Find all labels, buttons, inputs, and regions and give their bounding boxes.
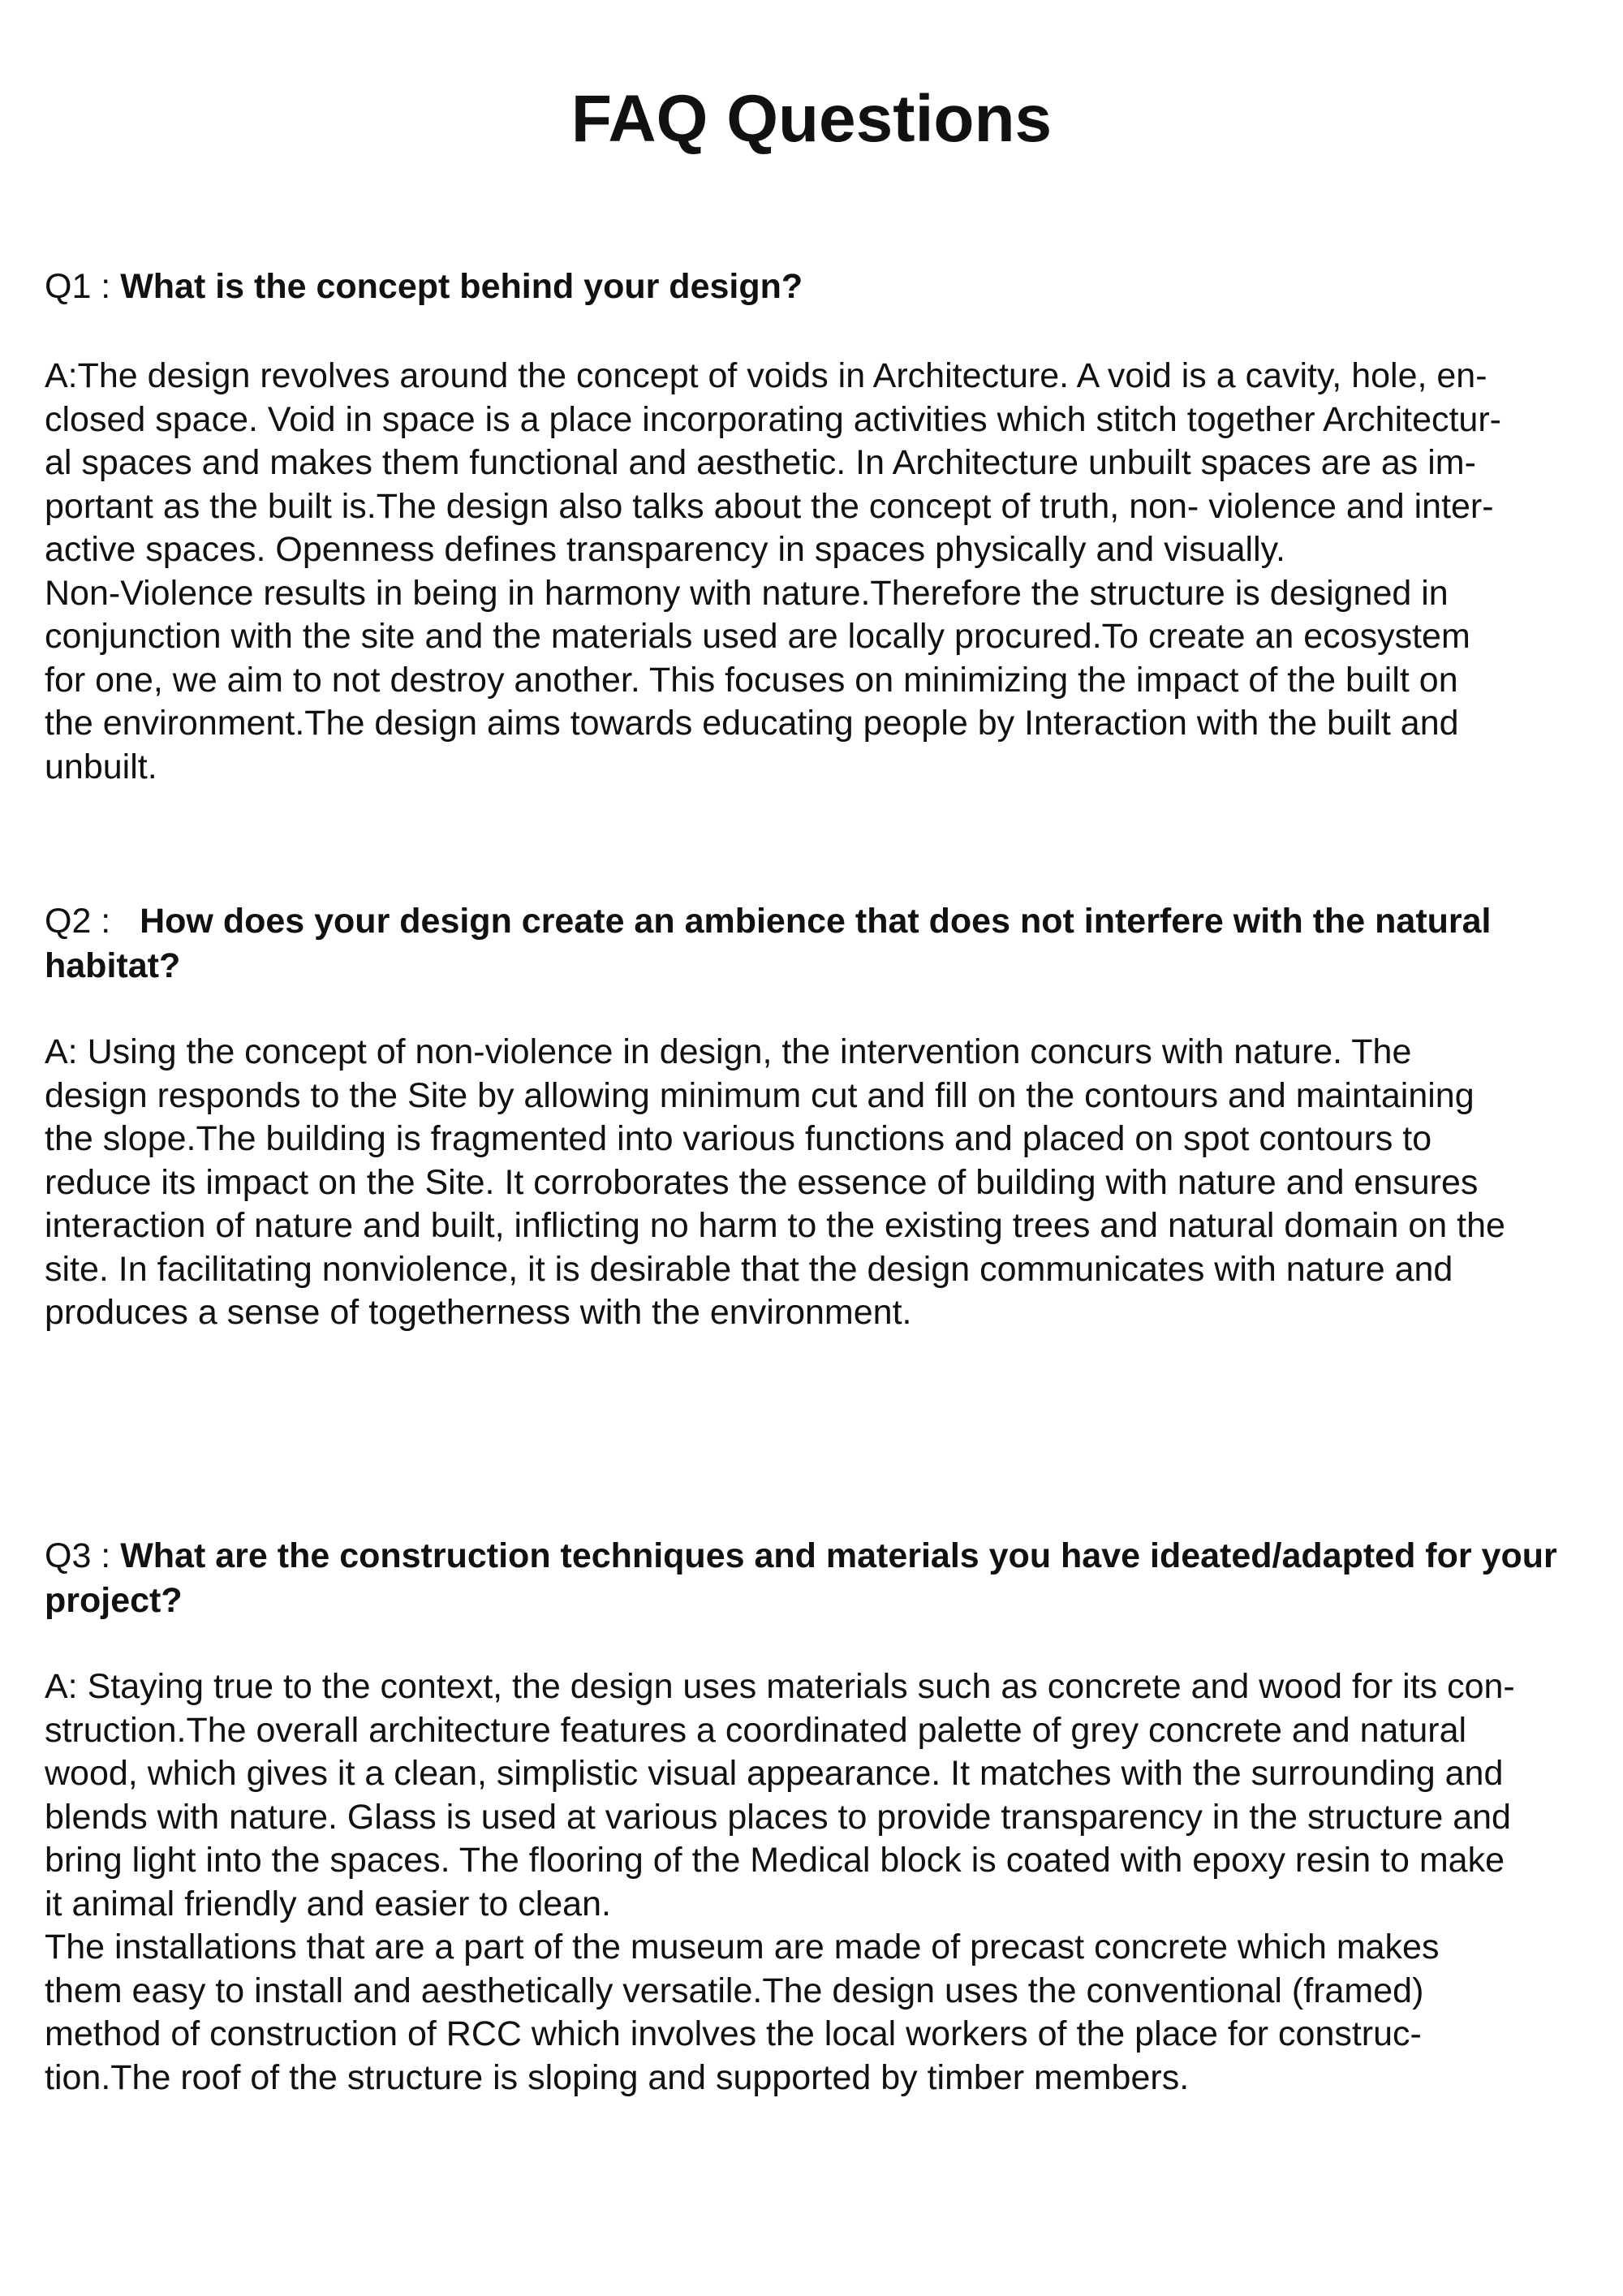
question-2-prefix: Q2 : [45, 902, 140, 941]
question-3-prefix: Q3 : [45, 1536, 121, 1575]
page-title: FAQ Questions [570, 82, 1053, 156]
answer-1: A:The design revolves around the concept of voids in Architecture. A void is a cavity, hole, en- closed space. Void in space is a place incorporating activities which stitch together Architectur- al spaces and makes them functional and aesthetic. In Architecture unbuilt spaces are as im- portant as the built is.The design also talks about the concept of truth, non- violence and inter- active spaces. Openness defines transparency in spaces physically and visually. Non-Violence results in being in harmony with nature.Therefore the structure is designed in conjunction with the site and the materials used are locally procured.To create an ecosystem for one, we aim to not destroy another. This focuses on minimizing the impact of the built on the environment.The design aims towards educating people by Interaction with the built and unbuilt. [45, 356, 1501, 786]
question-1-text: What is the concept behind your design? [120, 267, 803, 306]
question-3-text: What are the construction techniques and materials you have ideated/adapted for your project? [45, 1536, 1557, 1620]
faq-item-3 [45, 1534, 1586, 2100]
question-2-text: How does your design create an ambience that does not interfere with the natural habitat? [45, 902, 1492, 985]
faq-item-2 [45, 899, 1586, 1335]
question-2 [45, 899, 1586, 989]
answer-3: A: Staying true to the context, the design uses materials such as concrete and wood for its con- struction.The overall architecture features a coordinated palette of grey concrete and natural wood, which gives it a clean, simplistic visual appearance. It matches with the surrounding and blends with nature. Glass is used at various places to provide transparency in the structure and bring light into the spaces. The flooring of the Medical block is coated with epoxy resin to make it animal friendly and easier to clean. The installations that are a part of the museum are made of precast concrete which makes them easy to install and aesthetically versatile.The design uses the conventional (framed) method of construction of RCC which involves the local workers of the place for construc- tion.The roof of the structure is sloping and supported by timber members. [45, 1667, 1515, 2097]
question-1 [45, 265, 1586, 309]
answer-2: A: Using the concept of non-violence in design, the intervention concurs with nature. The design responds to the Site by allowing minimum cut and fill on the contours and maintaining the slope.The building is fragmented into various functions and placed on spot contours to reduce its impact on the Site. It corroborates the essence of building with nature and ensures interaction of nature and built, inflicting no harm to the existing trees and natural domain on the site. In facilitating nonviolence, it is desirable that the design communicates with nature and produces a sense of togetherness with the environment. [45, 1032, 1505, 1332]
question-1-prefix: Q1 : [45, 267, 121, 306]
question-3 [45, 1534, 1586, 1623]
faq-item-1 [45, 265, 1586, 789]
